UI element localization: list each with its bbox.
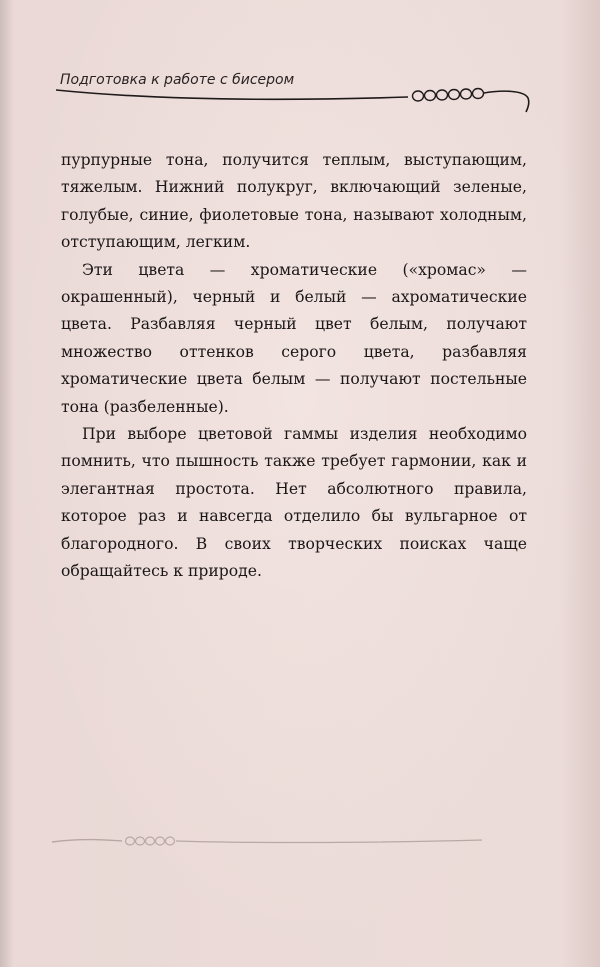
paragraph: При выборе цветовой гаммы изделия необходимо помнить, что пышность также требует гармонии, как и элегантная простота. Нет абсолютного правила, которое раз и навсегда отделило бы вульгарное от благородного. В своих творческих поисках чаще обращайтесь к природе. [61,425,527,581]
show-through-ornament [52,830,552,854]
main-text [61,147,527,586]
paragraph: Эти цвета — хроматические («хромас» — окрашенный), черный и белый — ахроматические цвета. Разбавляя черный цвет белым, получают множество оттенков серого цвета, разбавляя хроматические цвета белым — получают постельные тона (разбеленные). [61,260,527,416]
page-header [56,72,546,116]
running-title: Подготовка к работе с бисером [60,72,295,88]
paragraph-continued: пурпурные тона, получится теплым, выступающим, тяжелым. Нижний полукруг, включающий зеленые, голубые, синие, фиолетовые тона, называют холодным, отступающим, легким. [61,151,527,252]
bead-string-icon [56,72,546,116]
